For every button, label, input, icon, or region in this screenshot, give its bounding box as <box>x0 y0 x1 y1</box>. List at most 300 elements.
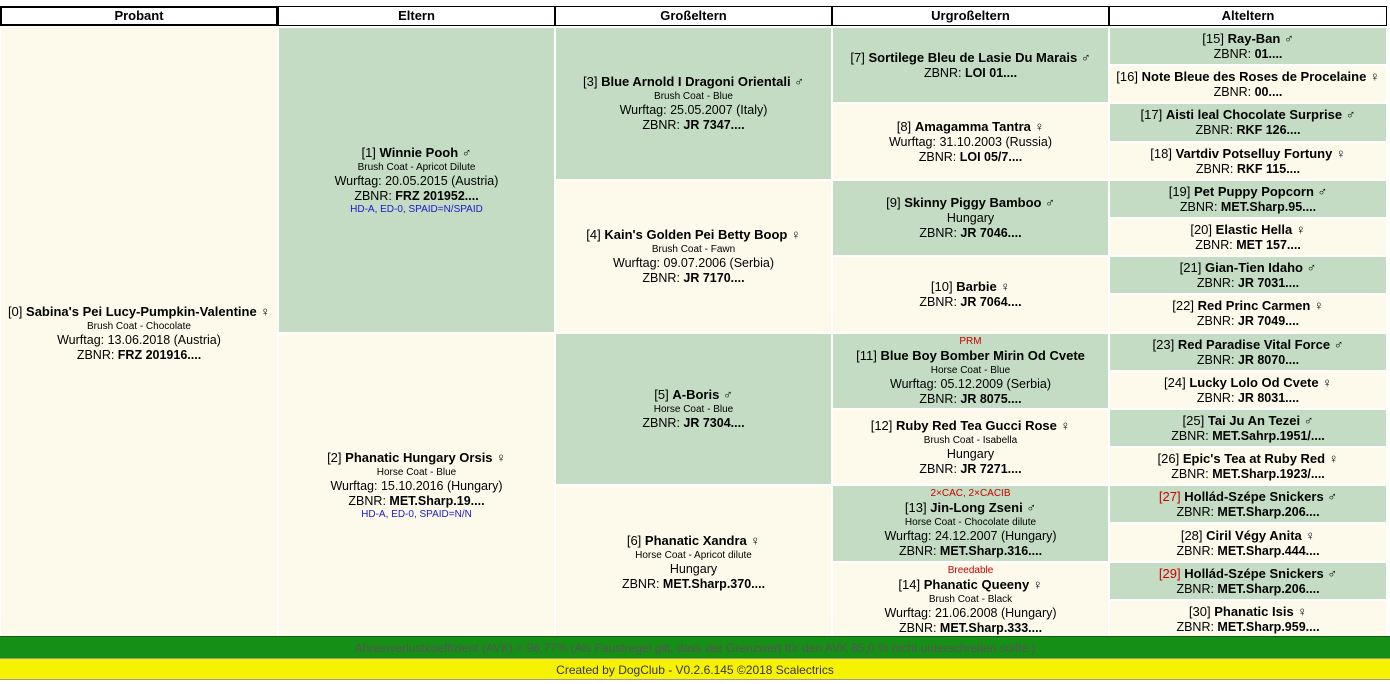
registration-number <box>1197 314 1299 329</box>
zbnr-value: JR 7347.... <box>683 118 745 133</box>
dog-name: Winnie Pooh <box>379 144 459 160</box>
coat-type: Horse Coat - Blue <box>653 404 734 416</box>
pedigree-cell-30[interactable] <box>1109 600 1387 638</box>
dog-name: Ciril Végy Anita <box>1206 527 1302 543</box>
coat-type: Brush Coat - Isabella <box>923 435 1018 447</box>
title-badge: 2×CAC, 2×CACIB <box>930 488 1011 500</box>
dog-name-line <box>583 74 804 90</box>
pedigree-cell-2[interactable] <box>278 333 555 639</box>
pedigree-cell-4[interactable] <box>555 180 832 333</box>
dog-name-line <box>1150 146 1345 162</box>
column-header-eltern[interactable]: Eltern <box>278 6 555 26</box>
zbnr-value: JR 7031.... <box>1237 276 1300 291</box>
zbnr-label: ZBNR: <box>1171 428 1209 443</box>
registration-number <box>919 295 1021 310</box>
birth-date <box>57 333 221 348</box>
female-icon: ♀ <box>1328 451 1339 467</box>
registration-number <box>354 189 478 204</box>
zbnr-label: ZBNR: <box>918 150 957 165</box>
dog-index: [15] <box>1202 31 1224 47</box>
pedigree-cell-5[interactable] <box>555 333 832 486</box>
dog-name: Ruby Red Tea Gucci Rose <box>896 418 1057 434</box>
zbnr-value: FRZ 201952.... <box>395 188 479 203</box>
registration-number <box>1196 162 1300 177</box>
dog-name: Sortilege Bleu de Lasie Du Marais <box>868 50 1078 66</box>
zbnr-label: ZBNR: <box>642 118 680 133</box>
zbnr-value: MET.Sharp.206.... <box>1217 581 1320 596</box>
wurf-value: 21.06.2008 (Hungary) <box>934 605 1057 620</box>
dog-name: Barbie <box>956 279 997 295</box>
pedigree-cell-9[interactable] <box>832 180 1109 256</box>
female-icon: ♀ <box>1060 418 1071 434</box>
zbnr-value: LOI 05/7.... <box>959 150 1023 165</box>
dog-name-line <box>1202 31 1293 47</box>
pedigree-table <box>0 5 1390 684</box>
zbnr-value: JR 8031.... <box>1237 390 1300 405</box>
zbnr-label: ZBNR: <box>1196 314 1235 329</box>
dog-name: Amagamma Tantra <box>914 119 1031 135</box>
dog-name-line <box>931 279 1010 295</box>
zbnr-value: JR 7170.... <box>683 271 745 286</box>
pedigree-cell-15[interactable] <box>1109 27 1387 65</box>
avk-bar: Ahnenverlustkoeffizient (AVK) = 96,77% (Als Faustregel gilt, dass der Grenzwert für den AVK 85,0 % nicht unterschreiten sollte.) <box>0 636 1390 658</box>
wurf-value: 05.12.2009 (Serbia) <box>940 376 1051 391</box>
zbnr-value: RKF 126.... <box>1236 123 1301 138</box>
zbnr-value: MET.Sharp.1923/.... <box>1212 467 1325 482</box>
coat-type: Brush Coat - Black <box>928 593 1013 605</box>
registration-number <box>1195 238 1301 253</box>
pedigree-cell-7[interactable] <box>832 27 1109 103</box>
birth-date <box>890 377 1051 392</box>
wurf-label: Wurftag: <box>890 376 938 391</box>
dog-name-line <box>1158 451 1339 467</box>
pedigree-cell-22[interactable] <box>1109 294 1387 332</box>
pedigree-cell-12[interactable] <box>832 409 1109 485</box>
dog-name-line <box>898 577 1042 593</box>
dog-name: Gian-Tien Idaho <box>1204 260 1303 276</box>
dog-index: [4] <box>586 227 601 243</box>
female-icon: ♀ <box>1322 374 1332 390</box>
wurf-value: 13.06.2018 (Austria) <box>107 332 221 347</box>
zbnr-label: ZBNR: <box>1195 238 1233 253</box>
male-icon: ♂ <box>1317 183 1328 199</box>
zbnr-value: MET.Sahrp.1951/.... <box>1212 428 1325 443</box>
wurf-label: Wurftag: <box>613 256 661 271</box>
registration-number <box>1196 123 1301 138</box>
zbnr-value: MET.Sharp.19.... <box>389 494 485 509</box>
pedigree-cell-11[interactable] <box>832 333 1109 409</box>
dog-index: [9] <box>886 195 901 211</box>
zbnr-label: ZBNR: <box>923 66 962 81</box>
registration-number <box>1176 544 1319 559</box>
wurf-value: 31.10.2003 (Russia) <box>939 135 1053 150</box>
zbnr-label: ZBNR: <box>1171 467 1209 482</box>
dog-index: [0] <box>7 303 23 319</box>
dog-index: [20] <box>1190 222 1213 238</box>
male-icon: ♂ <box>1283 31 1294 47</box>
dog-name: Phanatic Isis <box>1214 603 1294 619</box>
dog-name: Vartdiv Potselluy Fortuny <box>1175 145 1333 161</box>
dog-name-line <box>327 450 506 466</box>
dog-index: [14] <box>898 576 921 592</box>
dog-name-line <box>1172 298 1323 314</box>
female-icon: ♀ <box>1335 145 1346 161</box>
dog-name-line <box>1180 260 1317 276</box>
zbnr-value: MET.Sharp.370.... <box>662 576 766 591</box>
dog-index: [21] <box>1179 260 1202 276</box>
coat-type: Brush Coat - Blue <box>654 91 733 103</box>
registration-number <box>1171 429 1325 444</box>
dog-name-line <box>1153 337 1344 353</box>
female-icon: ♀ <box>496 450 506 466</box>
pedigree-cell-8[interactable] <box>832 103 1109 179</box>
zbnr-label: ZBNR: <box>1176 581 1214 596</box>
dog-index: [5] <box>654 387 669 403</box>
dog-name: Sabina's Pei Lucy-Pumpkin-Valentine <box>26 303 257 319</box>
zbnr-value: JR 7049.... <box>1237 314 1300 329</box>
male-icon: ♂ <box>1306 260 1317 276</box>
dog-name: Tai Ju An Tezei <box>1207 412 1301 428</box>
pedigree-cell-13[interactable] <box>832 485 1109 561</box>
birth-date <box>335 174 499 189</box>
zbnr-label: ZBNR: <box>1176 619 1214 634</box>
dog-name: Jin-Long Zseni <box>930 500 1023 516</box>
zbnr-value: JR 7304.... <box>683 416 745 431</box>
dog-name: Aisti leal Chocolate Surprise <box>1165 107 1343 123</box>
wurf-label: Wurftag: <box>57 332 105 347</box>
dog-name: Phanatic Queeny <box>923 576 1030 592</box>
dog-name: Phanatic Hungary Orsis <box>345 450 493 466</box>
pedigree-cell-23[interactable] <box>1109 333 1387 371</box>
dog-index: [11] <box>856 347 877 363</box>
dog-name-line <box>1141 107 1356 123</box>
registration-number <box>622 577 765 592</box>
column-header-großeltern[interactable]: Großeltern <box>555 6 832 26</box>
registration-number <box>919 462 1021 477</box>
dog-name: Lucky Lolo Od Cvete <box>1189 374 1319 390</box>
zbnr-label: ZBNR: <box>919 295 957 310</box>
male-icon: ♂ <box>1327 489 1338 505</box>
birth-date <box>884 606 1056 621</box>
pedigree-cell-0[interactable] <box>0 27 278 638</box>
zbnr-label: ZBNR: <box>919 226 957 241</box>
coat-type: Horse Coat - Apricot dilute <box>635 549 752 561</box>
dog-name-line <box>871 418 1071 434</box>
pedigree-cell-14[interactable] <box>832 562 1109 638</box>
dog-index: [16] <box>1116 69 1138 85</box>
zbnr-value: 01.... <box>1254 47 1283 62</box>
pedigree-cell-27[interactable] <box>1109 485 1387 523</box>
registration-number <box>1214 85 1283 100</box>
female-icon: ♀ <box>1369 69 1380 85</box>
country: Hungary <box>946 447 995 462</box>
dog-name-line <box>905 500 1036 516</box>
pedigree-cell-17[interactable] <box>1109 103 1387 141</box>
wurf-value: 24.12.2007 (Hungary) <box>934 529 1057 544</box>
dog-name: Hollád-Szépe Snickers <box>1184 565 1324 581</box>
pedigree-cell-3[interactable] <box>555 27 832 180</box>
registration-number <box>1197 391 1299 406</box>
registration-number <box>919 392 1021 407</box>
dog-index: [7] <box>850 50 865 66</box>
registration-number <box>642 271 744 286</box>
wurf-label: Wurftag: <box>888 135 936 150</box>
dog-index: [18] <box>1150 145 1172 161</box>
zbnr-label: ZBNR: <box>642 416 680 431</box>
wurf-value: 25.05.2007 (Italy) <box>670 103 768 118</box>
zbnr-label: ZBNR: <box>1195 161 1234 176</box>
zbnr-label: ZBNR: <box>348 494 386 509</box>
dog-name-line <box>1189 604 1307 620</box>
column-header-probant[interactable]: Probant <box>0 6 278 26</box>
registration-number <box>899 544 1042 559</box>
dog-index: [24] <box>1164 374 1186 390</box>
male-icon: ♂ <box>1080 50 1091 66</box>
zbnr-value: RKF 115.... <box>1236 161 1301 176</box>
pedigree-cell-16[interactable] <box>1109 65 1387 103</box>
male-icon: ♂ <box>1333 336 1344 352</box>
zbnr-value: MET.Sharp.316.... <box>939 544 1043 559</box>
dog-name-line <box>897 119 1045 135</box>
dog-name: Pet Puppy Popcorn <box>1194 183 1314 199</box>
registration-number <box>919 226 1021 241</box>
pedigree-cell-21[interactable] <box>1109 256 1387 294</box>
dog-name: Elastic Hella <box>1215 222 1293 238</box>
female-icon: ♀ <box>750 532 761 548</box>
female-icon: ♀ <box>260 303 271 319</box>
dog-name-line <box>1169 184 1328 200</box>
column-header-alteltern[interactable]: Alteltern <box>1109 6 1387 26</box>
male-icon: ♂ <box>461 144 472 160</box>
zbnr-label: ZBNR: <box>1195 123 1234 138</box>
zbnr-value: JR 8075.... <box>960 391 1022 406</box>
zbnr-value: MET.Sharp.95.... <box>1220 199 1317 214</box>
dog-index: [27] <box>1158 489 1181 505</box>
health-results: HD-A, ED-0, SPAID=N/SPAID <box>350 203 483 215</box>
wurf-value: 15.10.2016 (Hungary) <box>380 479 503 494</box>
zbnr-value: MET.Sharp.959.... <box>1217 619 1320 634</box>
dog-index: [10] <box>930 279 953 295</box>
pedigree-cell-28[interactable] <box>1109 523 1387 561</box>
wurf-label: Wurftag: <box>619 103 667 118</box>
dog-index: [17] <box>1140 107 1163 123</box>
zbnr-value: MET.Sharp.333.... <box>939 620 1043 635</box>
dog-index: [8] <box>896 119 912 135</box>
dog-name-line <box>1183 413 1314 429</box>
zbnr-label: ZBNR: <box>898 620 937 635</box>
male-icon: ♂ <box>1345 107 1356 123</box>
dog-index: [26] <box>1157 451 1180 467</box>
registration-number <box>1197 353 1299 368</box>
dog-name-line <box>850 50 1090 66</box>
zbnr-value: FRZ 201916.... <box>117 347 202 362</box>
coat-type: Horse Coat - Blue <box>376 467 457 479</box>
zbnr-value: JR 7271.... <box>960 462 1022 477</box>
coat-type: Brush Coat - Chocolate <box>87 320 191 332</box>
birth-date <box>884 529 1056 544</box>
dog-index: [30] <box>1188 603 1211 619</box>
dog-name: Ray-Ban <box>1227 31 1281 47</box>
zbnr-label: ZBNR: <box>1196 352 1235 367</box>
dog-index: [3] <box>583 74 598 90</box>
zbnr-value: MET 157.... <box>1236 238 1301 253</box>
dog-name-line <box>1164 375 1332 391</box>
dog-name: Blue Boy Bomber Mirin Od Cvete <box>880 347 1085 363</box>
pedigree-cell-18[interactable] <box>1109 142 1387 180</box>
dog-index: [25] <box>1182 412 1205 428</box>
dog-name-line <box>856 348 1085 364</box>
female-icon: ♀ <box>1032 576 1043 592</box>
registration-number <box>1176 620 1319 635</box>
pedigree-cell-25[interactable] <box>1109 409 1387 447</box>
birth-date <box>620 103 768 118</box>
registration-number <box>1171 467 1325 482</box>
zbnr-label: ZBNR: <box>1176 543 1214 558</box>
coat-type: Horse Coat - Chocolate dilute <box>904 517 1037 529</box>
zbnr-label: ZBNR: <box>919 391 957 406</box>
dog-name-line <box>1159 566 1337 582</box>
country: Hungary <box>669 561 718 576</box>
dog-name-line <box>627 533 760 549</box>
zbnr-value: MET.Sharp.444.... <box>1217 543 1320 558</box>
female-icon: ♀ <box>790 227 801 243</box>
coat-type: Brush Coat - Fawn <box>651 244 736 256</box>
health-results: HD-A, ED-0, SPAID=N/N <box>361 509 472 521</box>
zbnr-value: JR 7046.... <box>960 226 1022 241</box>
registration-number <box>1176 582 1319 597</box>
coat-type: Brush Coat - Apricot Dilute <box>357 161 476 173</box>
pedigree-cell-19[interactable] <box>1109 180 1387 218</box>
pedigree-cell-20[interactable] <box>1109 218 1387 256</box>
dog-name: A-Boris <box>672 387 720 403</box>
male-icon: ♂ <box>1327 565 1338 581</box>
dog-index: [12] <box>870 418 893 434</box>
dog-index: [22] <box>1172 298 1194 314</box>
wurf-label: Wurftag: <box>884 605 932 620</box>
dog-name-line <box>654 387 732 403</box>
wurf-label: Wurftag: <box>334 173 382 188</box>
zbnr-label: ZBNR: <box>1196 390 1235 405</box>
dog-index: [23] <box>1152 336 1175 352</box>
birth-date <box>330 479 502 494</box>
registration-number <box>642 416 744 431</box>
zbnr-value: LOI 01.... <box>964 66 1018 81</box>
dog-name: Red Princ Carmen <box>1197 298 1311 314</box>
dog-name-line <box>1190 222 1305 238</box>
dog-name-line <box>1159 489 1337 505</box>
female-icon: ♀ <box>1305 527 1316 543</box>
wurf-value: 20.05.2015 (Austria) <box>385 173 499 188</box>
male-icon: ♂ <box>1026 500 1037 516</box>
dog-name: Blue Arnold I Dragoni Orientali <box>601 74 791 90</box>
male-icon: ♂ <box>1045 195 1055 211</box>
zbnr-value: JR 8070.... <box>1237 352 1300 367</box>
dog-index: [2] <box>327 450 342 466</box>
dog-name: Skinny Piggy Bamboo <box>904 195 1042 211</box>
registration-number <box>924 66 1017 81</box>
wurf-label: Wurftag: <box>884 529 932 544</box>
female-icon: ♀ <box>1000 279 1011 295</box>
dog-name: Red Paradise Vital Force <box>1177 336 1331 352</box>
registration-number <box>348 494 484 509</box>
zbnr-label: ZBNR: <box>76 347 115 362</box>
dog-name: Note Bleue des Roses de Procelaine <box>1141 69 1367 85</box>
pedigree-cell-6[interactable] <box>555 485 832 638</box>
pedigree-cell-1[interactable] <box>278 27 555 333</box>
pedigree-cell-29[interactable] <box>1109 562 1387 600</box>
dog-name: Phanatic Xandra <box>644 532 747 548</box>
wurf-value: 09.07.2006 (Serbia) <box>663 256 774 271</box>
zbnr-label: ZBNR: <box>621 576 660 591</box>
registration-number <box>1197 276 1299 291</box>
registration-number <box>919 150 1023 165</box>
female-icon: ♀ <box>1295 222 1306 238</box>
registration-number <box>1180 200 1316 215</box>
title-badge: PRM <box>959 335 982 347</box>
zbnr-value: MET.Sharp.206.... <box>1217 505 1320 520</box>
dog-index: [28] <box>1180 527 1203 543</box>
pedigree-cell-10[interactable] <box>832 256 1109 332</box>
zbnr-label: ZBNR: <box>354 188 392 203</box>
dog-index: [6] <box>626 532 642 548</box>
dog-name-line <box>361 145 471 161</box>
dog-name-line <box>1181 528 1315 544</box>
zbnr-label: ZBNR: <box>1179 199 1218 214</box>
zbnr-label: ZBNR: <box>1176 505 1214 520</box>
dog-index: [29] <box>1158 565 1181 581</box>
pedigree-cell-24[interactable] <box>1109 371 1387 409</box>
dog-name: Hollád-Szépe Snickers <box>1184 489 1324 505</box>
female-icon: ♀ <box>1034 119 1045 135</box>
dog-name: Epic's Tea at Ruby Red <box>1182 451 1326 467</box>
registration-number <box>1214 47 1283 62</box>
male-icon: ♂ <box>722 387 733 403</box>
title-badge: Breedable <box>947 564 994 576</box>
zbnr-value: JR 7064.... <box>960 295 1022 310</box>
dog-index: [13] <box>904 500 927 516</box>
zbnr-label: ZBNR: <box>1196 276 1235 291</box>
dog-index: [19] <box>1168 183 1191 199</box>
column-header-urgroßeltern[interactable]: Urgroßeltern <box>832 6 1109 26</box>
male-icon: ♂ <box>794 74 804 90</box>
dog-name-line <box>8 304 270 320</box>
pedigree-cell-26[interactable] <box>1109 447 1387 485</box>
birth-date <box>613 256 774 271</box>
female-icon: ♀ <box>1297 603 1308 619</box>
dog-name-line <box>886 195 1055 211</box>
zbnr-label: ZBNR: <box>898 544 937 559</box>
dog-index: [1] <box>361 144 376 160</box>
zbnr-label: ZBNR: <box>1213 47 1252 62</box>
zbnr-label: ZBNR: <box>919 462 957 477</box>
male-icon: ♂ <box>1303 412 1314 428</box>
wurf-label: Wurftag: <box>330 479 378 494</box>
coat-type: Horse Coat - Blue <box>930 364 1011 376</box>
registration-number <box>1176 505 1319 520</box>
dog-name-line <box>1116 69 1379 85</box>
birth-date <box>889 135 1052 150</box>
dog-name-line <box>586 227 800 243</box>
zbnr-label: ZBNR: <box>1213 85 1252 100</box>
zbnr-value: 00.... <box>1254 85 1283 100</box>
dog-name: Kain's Golden Pei Betty Boop <box>604 227 788 243</box>
registration-number <box>642 118 744 133</box>
country: Hungary <box>946 211 995 226</box>
zbnr-label: ZBNR: <box>642 271 680 286</box>
registration-number <box>899 621 1042 636</box>
footer-bar: Created by DogClub - V0.2.6.145 ©2018 Scalectrics <box>0 658 1390 680</box>
female-icon: ♀ <box>1313 298 1324 314</box>
